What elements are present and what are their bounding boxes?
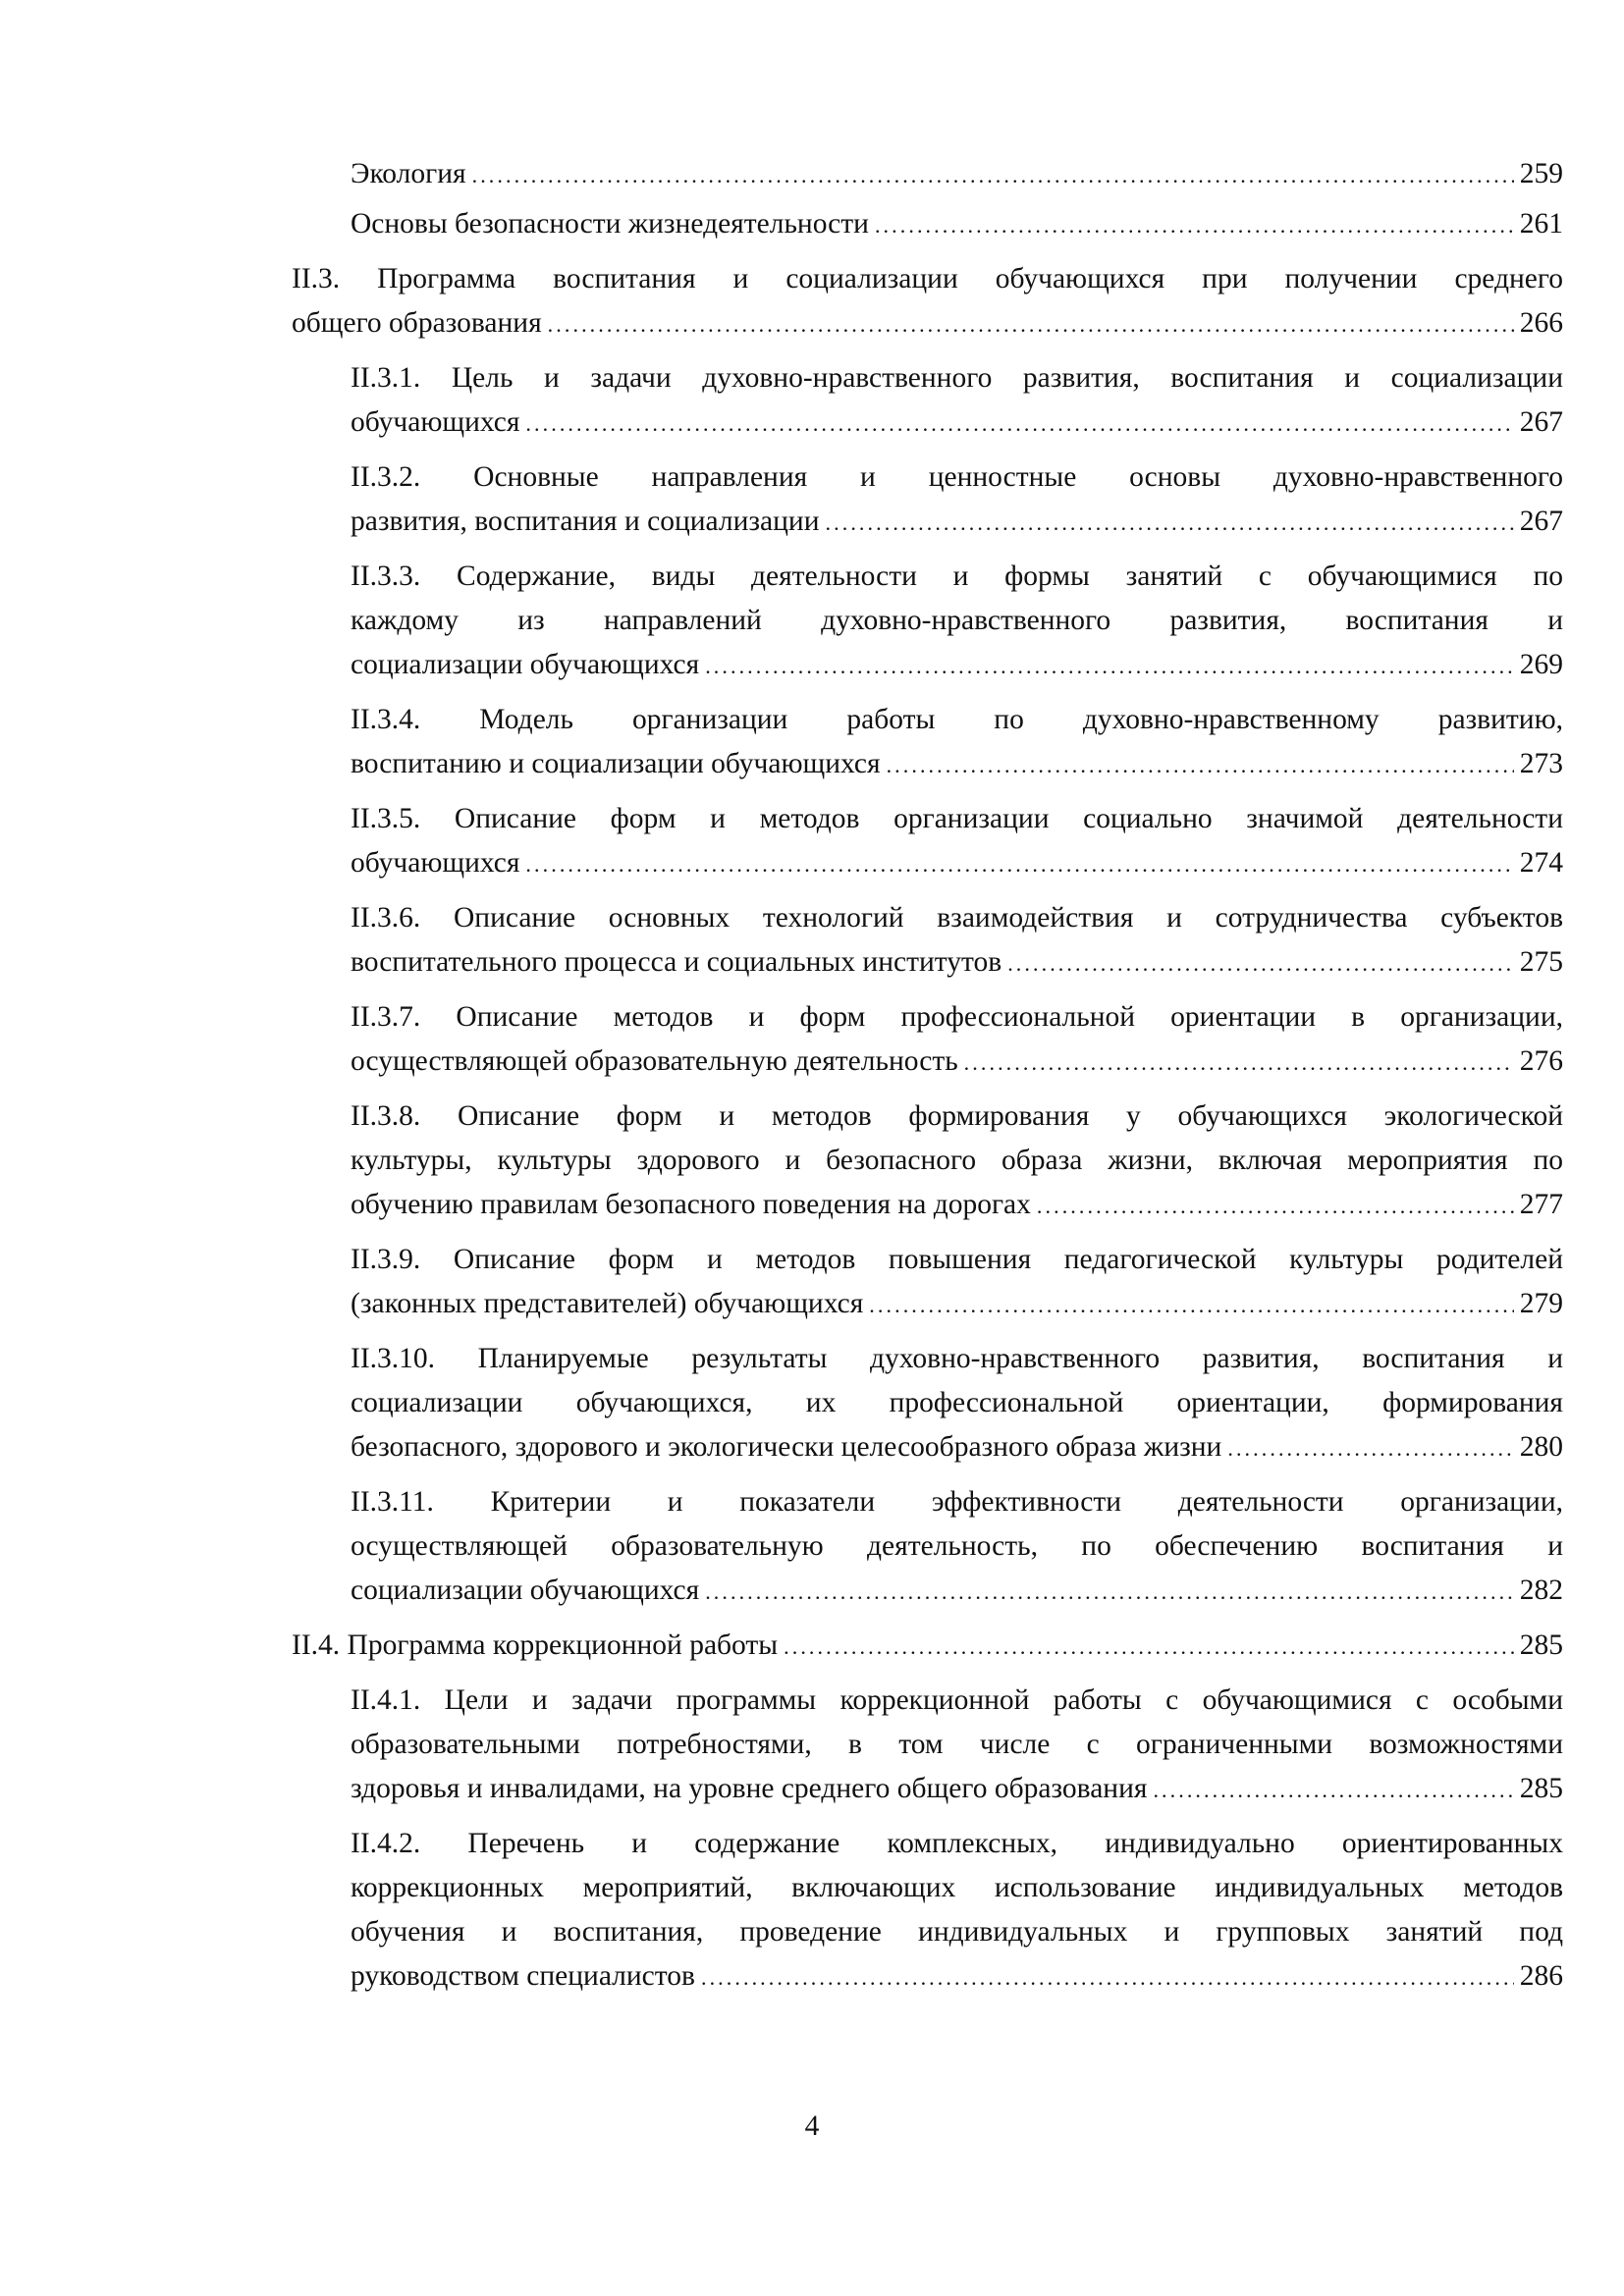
dot-leader (1037, 1184, 1514, 1228)
table-of-contents (292, 152, 1563, 2000)
toc-entry-line: II.4.2. Перечень и содержание комплексных, индивидуально ориентированных (351, 1828, 1563, 1859)
toc-entry[interactable] (351, 1679, 1563, 1812)
toc-entry-title: воспитанию и социализации обучающихся (351, 748, 881, 779)
toc-page-number: 259 (1519, 158, 1563, 189)
toc-entry[interactable] (351, 555, 1563, 688)
toc-entry-last-line (351, 841, 1563, 886)
toc-entry-line: осуществляющей образовательную деятельность, по обеспечению воспитания и (351, 1530, 1563, 1562)
toc-entry-last-line (351, 1767, 1563, 1812)
toc-entry-last-line (292, 301, 1563, 347)
dot-leader (887, 743, 1514, 787)
dot-leader (1007, 941, 1514, 986)
toc-entry-title: развития, воспитания и социализации (351, 506, 820, 537)
toc-page-number: 279 (1519, 1288, 1563, 1319)
dot-leader (826, 501, 1514, 545)
toc-page-number: 261 (1519, 208, 1563, 240)
toc-entry-last-line (351, 1183, 1563, 1228)
dot-leader (525, 401, 1513, 446)
toc-entry-title: Основы безопасности жизнедеятельности (351, 208, 869, 240)
toc-entry-line: II.4.1. Цели и задачи программы коррекционной работы с обучающимися с особыми (351, 1684, 1563, 1716)
toc-entry-last-line (351, 1954, 1563, 2000)
page-number: 4 (804, 2110, 820, 2142)
toc-page-number: 275 (1519, 946, 1563, 978)
toc-entry-title: здоровья и инвалидами, на уровне среднего общего образования (351, 1773, 1148, 1804)
toc-entry[interactable] (292, 1624, 1563, 1669)
toc-entry-last-line (351, 940, 1563, 986)
toc-entry-last-line (351, 1282, 1563, 1327)
toc-entry-line: коррекционных мероприятий, включающих использование индивидуальных методов (351, 1872, 1563, 1903)
dot-leader (701, 1955, 1514, 2000)
toc-page-number: 276 (1519, 1045, 1563, 1077)
toc-page-number: 274 (1519, 847, 1563, 879)
toc-entry-last-line (292, 1624, 1563, 1669)
toc-entry-last-line (351, 500, 1563, 545)
toc-entry-title: (законных представителей) обучающихся (351, 1288, 864, 1319)
toc-entry-title: Экология (351, 158, 466, 189)
toc-entry-title: безопасного, здорового и экологически целесообразного образа жизни (351, 1431, 1222, 1463)
toc-entry-line: II.3.5. Описание форм и методов организации социально значимой деятельности (351, 803, 1563, 834)
toc-entry[interactable] (351, 797, 1563, 886)
toc-entry[interactable] (351, 1337, 1563, 1470)
dot-leader (964, 1041, 1514, 1085)
toc-entry-last-line (351, 152, 1563, 197)
dot-leader (784, 1625, 1514, 1669)
dot-leader (525, 842, 1513, 886)
toc-entry-last-line (351, 400, 1563, 446)
toc-entry-line: II.3.1. Цель и задачи духовно-нравственного развития, воспитания и социализации (351, 362, 1563, 394)
toc-entry[interactable] (351, 455, 1563, 545)
toc-entry-title: социализации обучающихся (351, 1575, 700, 1606)
dot-leader (875, 203, 1514, 247)
toc-entry-title: руководством специалистов (351, 1960, 695, 1992)
toc-entry[interactable] (351, 1095, 1563, 1228)
toc-entry-last-line (351, 1569, 1563, 1614)
toc-entry-title: обучению правилам безопасного поведения на дорогах (351, 1189, 1031, 1220)
toc-entry-line: II.3.9. Описание форм и методов повышения педагогической культуры родителей (351, 1244, 1563, 1275)
toc-page-number: 267 (1519, 506, 1563, 537)
toc-entry-title: обучающихся (351, 406, 520, 438)
toc-entry[interactable] (351, 1822, 1563, 2000)
toc-page-number: 282 (1519, 1575, 1563, 1606)
toc-page-number: 266 (1519, 307, 1563, 339)
dot-leader (548, 302, 1514, 347)
toc-entry-line: II.3.11. Критерии и показатели эффективности деятельности организации, (351, 1486, 1563, 1518)
toc-entry-line: культуры, культуры здорового и безопасного образа жизни, включая мероприятия по (351, 1145, 1563, 1176)
toc-entry-line: образовательными потребностями, в том числе с ограниченными возможностями (351, 1729, 1563, 1760)
dot-leader (472, 153, 1514, 197)
toc-entry-line: II.3.2. Основные направления и ценностные основы духовно-нравственного (351, 461, 1563, 493)
toc-entry-line: II.3. Программа воспитания и социализации обучающихся при получении среднего (292, 263, 1563, 294)
toc-entry-last-line (351, 1040, 1563, 1085)
toc-entry[interactable] (351, 152, 1563, 197)
toc-entry-line: II.3.8. Описание форм и методов формирования у обучающихся экологической (351, 1100, 1563, 1132)
toc-entry-line: II.3.4. Модель организации работы по духовно-нравственному развитию, (351, 704, 1563, 735)
toc-page-number: 286 (1519, 1960, 1563, 1992)
toc-entry-line: каждому из направлений духовно-нравственного развития, воспитания и (351, 605, 1563, 636)
toc-entry[interactable] (292, 257, 1563, 347)
toc-entry-title: II.4. Программа коррекционной работы (292, 1629, 779, 1661)
toc-entry-last-line (351, 742, 1563, 787)
toc-entry-last-line (351, 1425, 1563, 1470)
toc-page-number: 269 (1519, 649, 1563, 680)
toc-entry-title: социализации обучающихся (351, 649, 700, 680)
toc-entry-title: воспитательного процесса и социальных институтов (351, 946, 1002, 978)
toc-entry[interactable] (351, 698, 1563, 787)
dot-leader (705, 644, 1514, 688)
toc-page-number: 267 (1519, 406, 1563, 438)
toc-entry[interactable] (351, 896, 1563, 986)
toc-entry[interactable] (351, 202, 1563, 247)
toc-entry-title: обучающихся (351, 847, 520, 879)
dot-leader (1153, 1768, 1513, 1812)
dot-leader (869, 1283, 1513, 1327)
toc-page-number: 273 (1519, 748, 1563, 779)
toc-entry[interactable] (351, 1480, 1563, 1614)
toc-entry-line: II.3.7. Описание методов и форм профессиональной ориентации в организации, (351, 1001, 1563, 1033)
toc-entry-line: обучения и воспитания, проведение индивидуальных и групповых занятий под (351, 1916, 1563, 1948)
toc-entry-title: общего образования (292, 307, 542, 339)
toc-page-number: 280 (1519, 1431, 1563, 1463)
dot-leader (1227, 1426, 1513, 1470)
dot-leader (705, 1570, 1514, 1614)
toc-page-number: 277 (1519, 1189, 1563, 1220)
toc-entry[interactable] (351, 356, 1563, 446)
toc-entry-line: II.3.3. Содержание, виды деятельности и формы занятий с обучающимися по (351, 561, 1563, 592)
toc-entry[interactable] (351, 995, 1563, 1085)
toc-entry-last-line (351, 202, 1563, 247)
toc-entry-line: II.3.10. Планируемые результаты духовно-нравственного развития, воспитания и (351, 1343, 1563, 1374)
toc-entry-line: II.3.6. Описание основных технологий взаимодействия и сотрудничества субъектов (351, 902, 1563, 934)
toc-entry-line: социализации обучающихся, их профессиональной ориентации, формирования (351, 1387, 1563, 1418)
toc-entry[interactable] (351, 1238, 1563, 1327)
toc-page-number: 285 (1519, 1629, 1563, 1661)
toc-entry-last-line (351, 643, 1563, 688)
toc-entry-title: осуществляющей образовательную деятельность (351, 1045, 958, 1077)
toc-page-number: 285 (1519, 1773, 1563, 1804)
